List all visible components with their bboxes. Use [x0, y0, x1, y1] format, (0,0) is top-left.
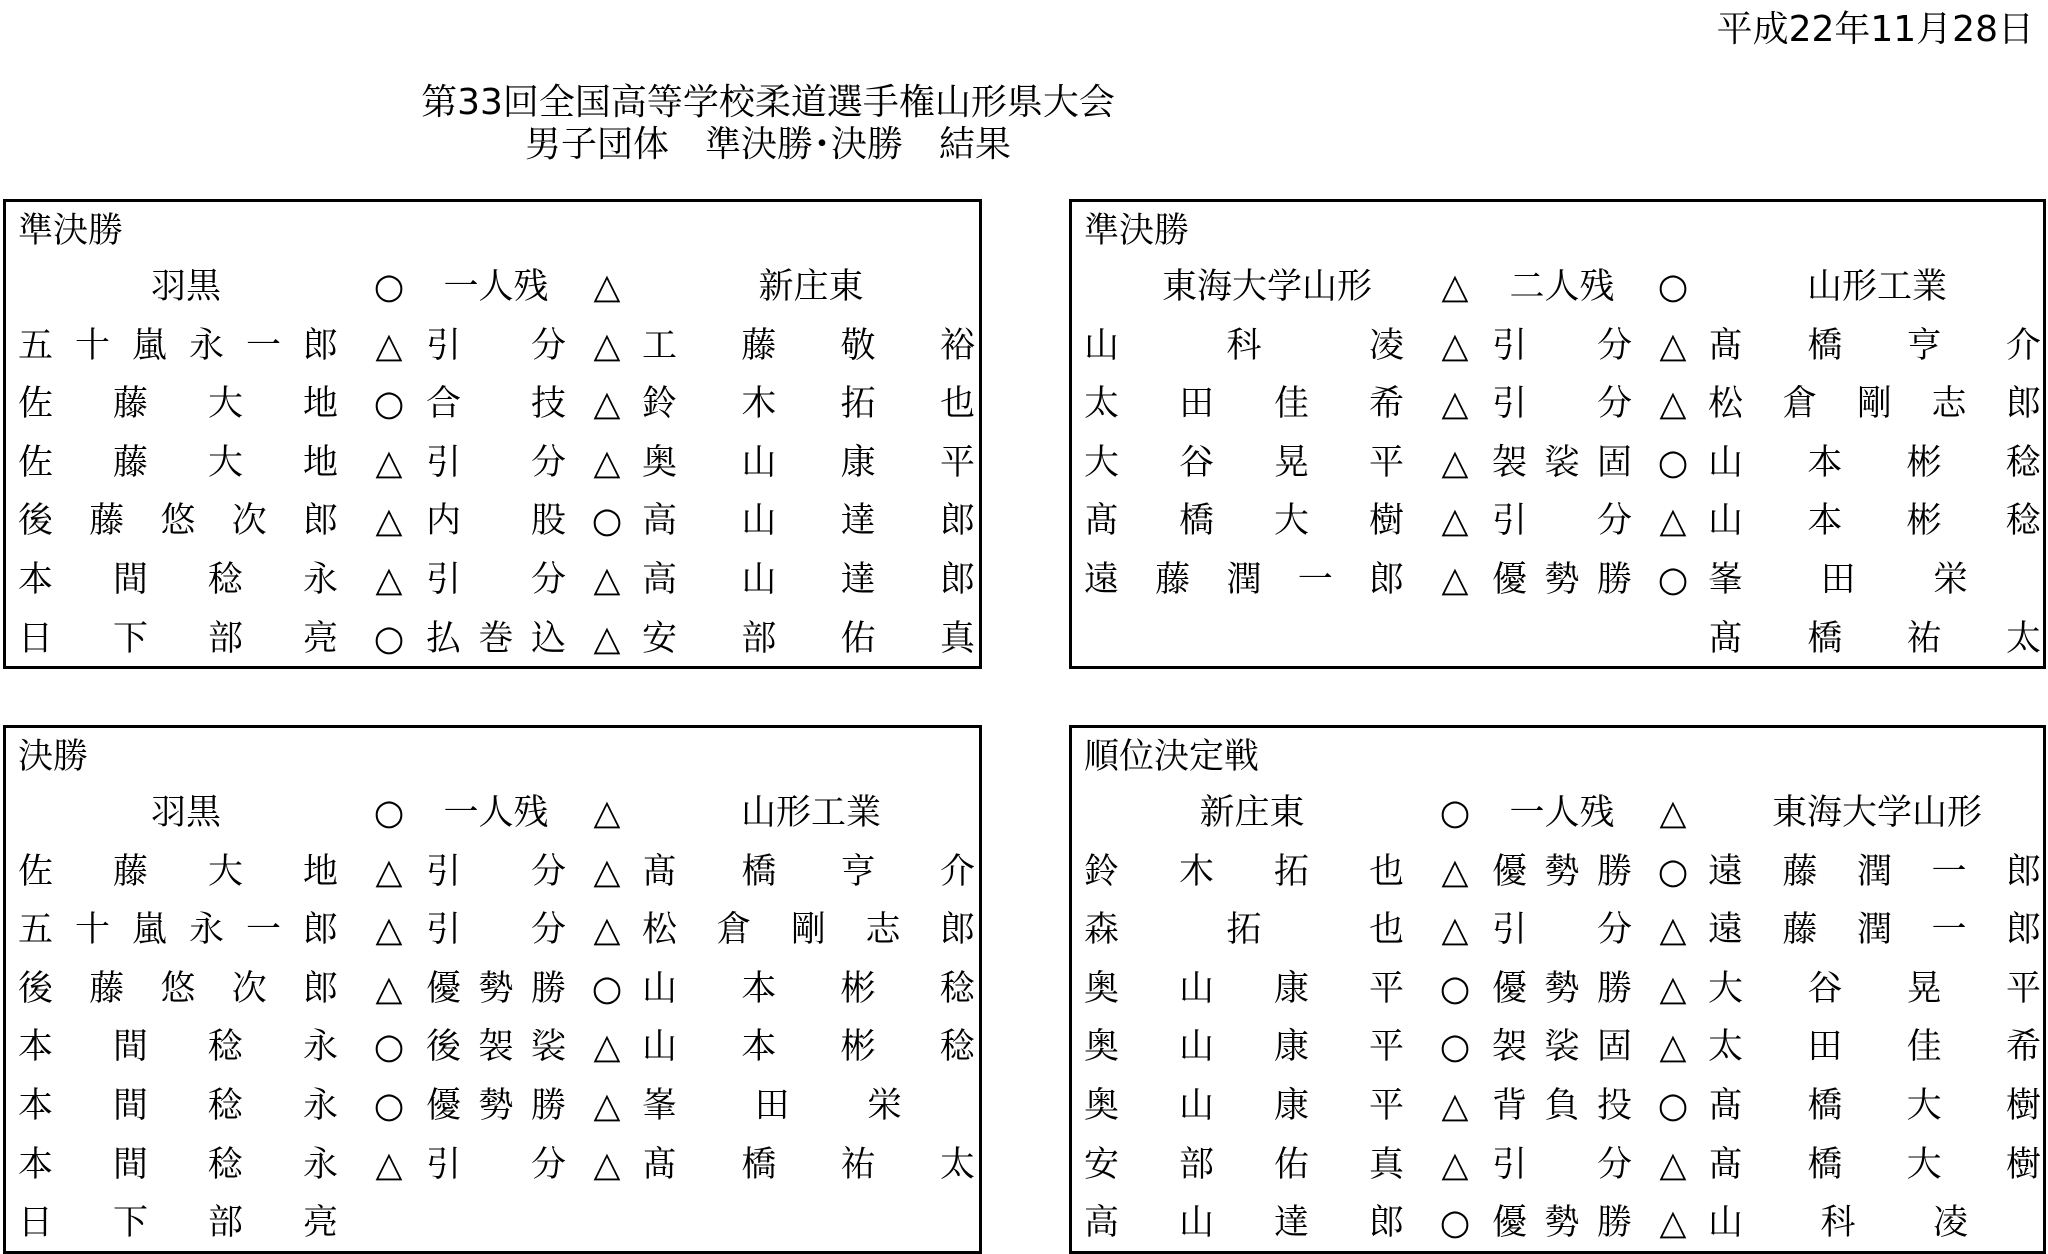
right-player-name: 山 科 凌	[1708, 1203, 1968, 1244]
title-line-1: 第33回全国高等学校柔道選手権山形県大会	[421, 82, 1115, 123]
technique: 袈 裟 固	[1492, 1027, 1632, 1068]
left-player-name: 高 山 達 郎	[1084, 1203, 1404, 1244]
left-player-name	[1084, 610, 1404, 669]
left-result-mark: △	[1441, 851, 1469, 892]
left-player-name: 奥 山 康 平	[1084, 1086, 1404, 1126]
bout-row	[6, 434, 979, 493]
right-player-name: 高 山 達 郎	[642, 501, 975, 542]
bout-row	[1072, 492, 2043, 551]
left-player-name: 佐 藤 大 地	[18, 851, 338, 892]
right-result-mark: ○	[591, 968, 623, 1009]
team-right-result-mark: ○	[1657, 267, 1689, 307]
bout-row	[1072, 551, 2043, 610]
right-result-mark: △	[593, 442, 621, 483]
right-result-mark: △	[1659, 1027, 1687, 1068]
date: 平成22年11月28日	[1716, 9, 2034, 50]
team-score: 二人残	[1509, 267, 1615, 307]
technique: 優 勢 勝	[426, 1086, 566, 1126]
bout-row	[1072, 1136, 2043, 1195]
right-player-name: 工 藤 敬 裕	[642, 325, 975, 366]
left-result-mark: △	[375, 1144, 403, 1185]
match-header	[6, 258, 979, 317]
technique: 引 分	[426, 910, 566, 951]
right-player-name: 奥 山 康 平	[642, 442, 975, 483]
team-score: 一人残	[1509, 793, 1615, 833]
team-left-result-mark: ○	[1439, 793, 1471, 833]
technique: 引 分	[1492, 910, 1632, 951]
right-result-mark: △	[1659, 384, 1687, 425]
left-result-mark: △	[1441, 384, 1469, 425]
bout-row	[6, 901, 979, 960]
right-result-mark: ○	[1657, 851, 1689, 892]
bout-row	[6, 1194, 979, 1253]
left-player-name: 奥 山 康 平	[1084, 968, 1404, 1009]
result-panel	[3, 199, 982, 669]
left-player-name: 五 十 嵐 永 一 郎	[18, 325, 338, 366]
match-header	[6, 784, 979, 843]
left-result-mark: ○	[373, 1086, 405, 1126]
technique: 払 巻 込	[426, 618, 566, 659]
left-result-mark: △	[1441, 442, 1469, 483]
bout-row	[1072, 434, 2043, 493]
left-player-name: 佐 藤 大 地	[18, 442, 338, 483]
left-player-name: 日 下 部 亮	[18, 618, 338, 659]
right-result-mark: ○	[1657, 1086, 1689, 1126]
technique: 引 分	[1492, 501, 1632, 542]
left-player-name: 本 間 稔 永	[18, 560, 338, 600]
left-result-mark: △	[375, 910, 403, 951]
team-right-result-mark: △	[1659, 793, 1687, 833]
technique: 後 袈 裟	[426, 1027, 566, 1068]
right-result-mark: △	[593, 384, 621, 425]
left-result-mark	[1434, 610, 1476, 669]
left-result-mark	[368, 1194, 410, 1253]
technique: 優 勢 勝	[1492, 851, 1632, 892]
left-player-name: 髙 橋 大 樹	[1084, 501, 1404, 542]
title-line-2: 男子団体 準決勝･決勝 結果	[524, 124, 1011, 165]
right-player-name: 太 田 佳 希	[1708, 1027, 2041, 1068]
technique: 優 勢 勝	[1492, 1203, 1632, 1244]
technique: 引 分	[426, 442, 566, 483]
technique: 合 技	[426, 384, 566, 425]
technique: 優 勢 勝	[426, 968, 566, 1009]
technique: 優 勢 勝	[1492, 968, 1632, 1009]
team-left: 東海大学山形	[1162, 267, 1373, 307]
technique	[1492, 610, 1632, 669]
bout-row	[6, 551, 979, 610]
left-result-mark: ○	[373, 384, 405, 425]
left-player-name: 日 下 部 亮	[18, 1203, 338, 1244]
right-player-name: 大 谷 晃 平	[1708, 968, 2041, 1009]
right-result-mark: △	[593, 851, 621, 892]
right-result-mark: △	[1659, 910, 1687, 951]
technique: 袈 裟 固	[1492, 442, 1632, 483]
left-result-mark: △	[375, 501, 403, 542]
right-result-mark: ○	[1657, 442, 1689, 483]
bout-row	[1072, 317, 2043, 376]
team-right-result-mark: △	[593, 793, 621, 833]
right-result-mark: △	[593, 325, 621, 366]
left-player-name: 山 科 凌	[1084, 325, 1404, 366]
right-player-name: 松 倉 剛 志 郎	[642, 910, 975, 951]
right-player-name: 鈴 木 拓 也	[642, 384, 975, 425]
technique: 引 分	[426, 560, 566, 600]
bout-row	[6, 610, 979, 669]
bout-row	[6, 843, 979, 902]
left-result-mark: ○	[373, 1027, 405, 1068]
technique: 引 分	[426, 1144, 566, 1185]
left-player-name: 安 部 佑 真	[1084, 1144, 1404, 1185]
team-left-result-mark: ○	[373, 793, 405, 833]
team-score: 一人残	[443, 267, 549, 307]
right-player-name: 遠 藤 潤 一 郎	[1708, 910, 2041, 951]
left-player-name: 遠 藤 潤 一 郎	[1084, 560, 1404, 600]
left-player-name: 鈴 木 拓 也	[1084, 851, 1404, 892]
team-left: 羽黒	[150, 793, 221, 833]
team-right-result-mark: △	[593, 267, 621, 307]
right-player-name: 髙 橋 大 樹	[1708, 1086, 2041, 1126]
right-player-name: 髙 橋 祐 太	[642, 1144, 975, 1185]
right-player-name: 峯 田 栄	[1708, 560, 1968, 600]
left-result-mark: △	[375, 442, 403, 483]
left-result-mark: △	[1441, 501, 1469, 542]
bout-row	[6, 1018, 979, 1077]
technique: 引 分	[1492, 384, 1632, 425]
left-result-mark: △	[375, 851, 403, 892]
result-panel	[1069, 199, 2046, 669]
right-player-name: 遠 藤 潤 一 郎	[1708, 851, 2041, 892]
right-player-name: 髙 橋 大 樹	[1708, 1144, 2041, 1185]
bout-row	[6, 375, 979, 434]
right-result-mark: △	[593, 1027, 621, 1068]
right-result-mark: △	[1659, 1203, 1687, 1244]
panel-title: 順位決定戦	[1084, 737, 1260, 777]
left-player-name: 本 間 稔 永	[18, 1027, 338, 1068]
team-right: 新庄東	[758, 267, 864, 307]
match-header	[1072, 784, 2043, 843]
right-player-name: 山 本 彬 稔	[1708, 442, 2041, 483]
bout-row	[1072, 960, 2043, 1019]
right-result-mark: △	[1659, 325, 1687, 366]
right-player-name: 髙 橋 祐 太	[1708, 618, 2041, 659]
bout-row	[1072, 901, 2043, 960]
panel-title: 準決勝	[1084, 211, 1190, 251]
right-result-mark: △	[593, 560, 621, 600]
right-result-mark	[586, 1194, 628, 1253]
right-result-mark: △	[1659, 501, 1687, 542]
right-player-name: 髙 橋 亨 介	[642, 851, 975, 892]
team-right: 東海大学山形	[1771, 793, 1982, 833]
bout-row	[1072, 843, 2043, 902]
left-result-mark: △	[1441, 325, 1469, 366]
right-result-mark: △	[1659, 968, 1687, 1009]
right-result-mark: △	[593, 910, 621, 951]
left-result-mark: △	[375, 325, 403, 366]
panel-title: 準決勝	[18, 211, 124, 251]
right-player-name: 峯 田 栄	[642, 1086, 902, 1126]
right-player-name: 安 部 佑 真	[642, 618, 975, 659]
bout-row	[6, 317, 979, 376]
left-result-mark: △	[1441, 910, 1469, 951]
bout-row	[6, 1136, 979, 1195]
right-result-mark: △	[1659, 1144, 1687, 1185]
technique: 内 股	[426, 501, 566, 542]
left-result-mark: ○	[1439, 1203, 1471, 1244]
left-player-name: 大 谷 晃 平	[1084, 442, 1404, 483]
right-result-mark: ○	[1657, 560, 1689, 600]
technique: 引 分	[1492, 1144, 1632, 1185]
right-player-name: 髙 橋 亨 介	[1708, 325, 2041, 366]
left-player-name: 後 藤 悠 次 郎	[18, 501, 338, 542]
left-result-mark: ○	[373, 618, 405, 659]
left-player-name: 後 藤 悠 次 郎	[18, 968, 338, 1009]
left-player-name: 奥 山 康 平	[1084, 1027, 1404, 1068]
right-player-name: 山 本 彬 稔	[1708, 501, 2041, 542]
right-result-mark: △	[593, 1144, 621, 1185]
left-player-name: 五 十 嵐 永 一 郎	[18, 910, 338, 951]
team-left: 新庄東	[1199, 793, 1305, 833]
right-player-name: 山 本 彬 稔	[642, 1027, 975, 1068]
bout-row	[1072, 610, 2043, 669]
bout-row	[6, 960, 979, 1019]
right-result-mark: △	[593, 1086, 621, 1126]
result-panel	[1069, 725, 2046, 1254]
left-result-mark: ○	[1439, 968, 1471, 1009]
right-player-name	[642, 1194, 975, 1253]
bout-row	[6, 1077, 979, 1136]
left-result-mark: △	[1441, 1086, 1469, 1126]
right-result-mark: ○	[591, 501, 623, 542]
technique: 引 分	[1492, 325, 1632, 366]
left-player-name: 佐 藤 大 地	[18, 384, 338, 425]
team-left: 羽黒	[150, 267, 221, 307]
panel-title: 決勝	[18, 737, 89, 777]
right-player-name: 山 本 彬 稔	[642, 968, 975, 1009]
technique: 引 分	[426, 851, 566, 892]
team-score: 一人残	[443, 793, 549, 833]
bout-row	[1072, 1018, 2043, 1077]
left-player-name: 本 間 稔 永	[18, 1144, 338, 1185]
left-result-mark: ○	[1439, 1027, 1471, 1068]
technique: 引 分	[426, 325, 566, 366]
technique: 背 負 投	[1492, 1086, 1632, 1126]
right-result-mark: △	[593, 618, 621, 659]
team-right: 山形工業	[1806, 267, 1947, 307]
bout-row	[1072, 1194, 2043, 1253]
team-left-result-mark: △	[1441, 267, 1469, 307]
bout-row	[1072, 1077, 2043, 1136]
left-player-name: 森 拓 也	[1084, 910, 1404, 951]
technique: 優 勢 勝	[1492, 560, 1632, 600]
match-header	[1072, 258, 2043, 317]
left-result-mark: △	[375, 968, 403, 1009]
result-panel	[3, 725, 982, 1254]
left-result-mark: △	[375, 560, 403, 600]
bout-row	[6, 492, 979, 551]
right-result-mark	[1652, 610, 1694, 669]
technique	[426, 1194, 566, 1253]
team-right: 山形工業	[740, 793, 881, 833]
left-result-mark: △	[1441, 1144, 1469, 1185]
right-player-name: 松 倉 剛 志 郎	[1708, 384, 2041, 425]
right-player-name: 高 山 達 郎	[642, 560, 975, 600]
left-result-mark: △	[1441, 560, 1469, 600]
bout-row	[1072, 375, 2043, 434]
left-player-name: 太 田 佳 希	[1084, 384, 1404, 425]
left-player-name: 本 間 稔 永	[18, 1086, 338, 1126]
team-left-result-mark: ○	[373, 267, 405, 307]
